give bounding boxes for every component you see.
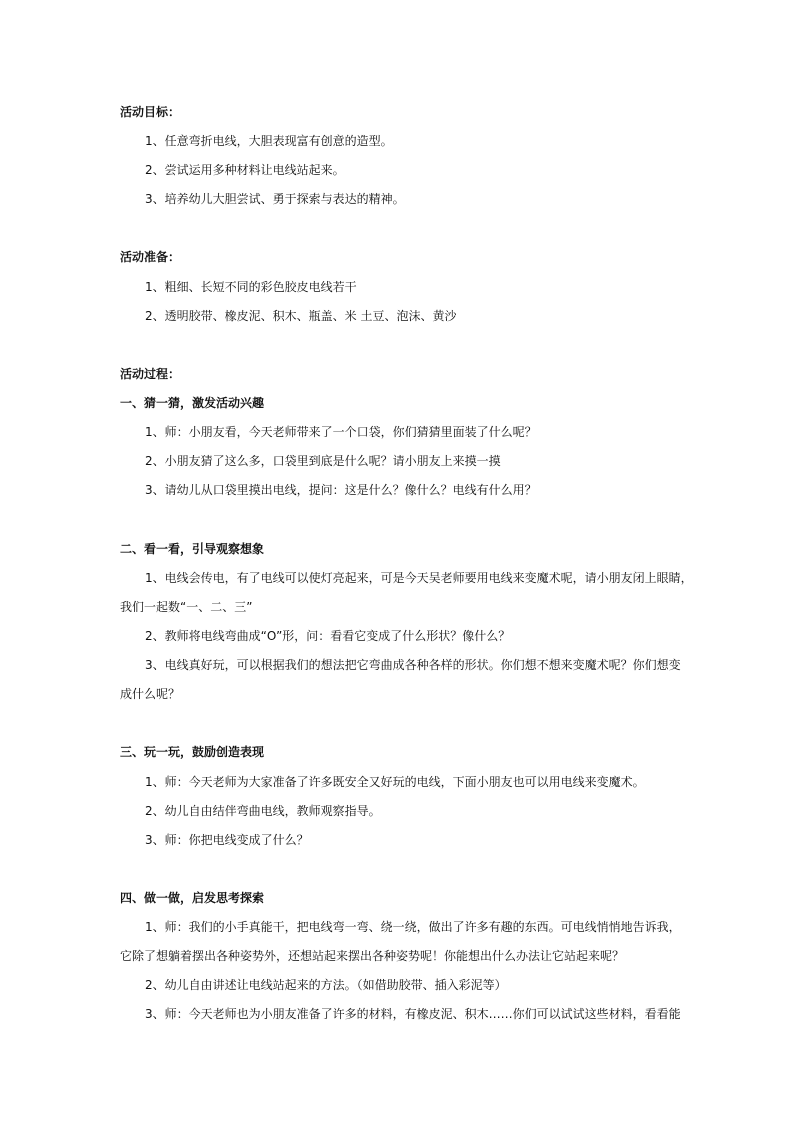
section-2-item-3-cont: 成什么呢？ bbox=[120, 687, 181, 701]
section-2-item-1: 1、电线会传电，有了电线可以使灯亮起来，可是今天吴老师要用电线来变魔术呢，请小朋友闭上眼睛， bbox=[145, 571, 693, 585]
process-heading: 活动过程： bbox=[120, 367, 181, 381]
goals-heading: 活动目标： bbox=[120, 105, 181, 119]
prep-heading: 活动准备： bbox=[120, 250, 181, 264]
section-2-item-1-cont: 我们一起数“一、二、三” bbox=[120, 600, 253, 614]
prep-item-1: 1、粗细、长短不同的彩色胶皮电线若干 bbox=[145, 280, 357, 294]
section-3-item-2: 2、幼儿自由结伴弯曲电线，教师观察指导。 bbox=[145, 804, 381, 818]
section-2-title: 二、看一看，引导观察想象 bbox=[120, 542, 265, 556]
section-4-item-1-cont: 它除了想躺着摆出各种姿势外，还想站起来摆出各种姿势呢！你能想出什么办法让它站起来呢？ bbox=[120, 949, 625, 963]
section-4-item-1: 1、师：我们的小手真能干，把电线弯一弯、绕一绕，做出了许多有趣的东西。可电线悄悄地告诉我， bbox=[145, 920, 681, 934]
section-3-item-3: 3、师：你把电线变成了什么？ bbox=[145, 833, 309, 847]
goal-item-3: 3、培养幼儿大胆尝试、勇于探索与表达的精神。 bbox=[145, 192, 405, 206]
section-4-item-2: 2、幼儿自由讲述让电线站起来的方法。（如借助胶带、插入彩泥等） bbox=[145, 978, 507, 992]
section-1-item-2: 2、小朋友猜了这么多，口袋里到底是什么呢？请小朋友上来摸一摸 bbox=[145, 454, 501, 468]
section-4-item-3: 3、师：今天老师也为小朋友准备了许多的材料，有橡皮泥、积木……你们可以试试这些材料，看看能 bbox=[145, 1007, 681, 1021]
section-1-item-3: 3、请幼儿从口袋里摸出电线，提问：这是什么？像什么？电线有什么用？ bbox=[145, 483, 537, 497]
section-4-title: 四、做一做，启发思考探索 bbox=[120, 891, 265, 905]
section-2-item-2: 2、教师将电线弯曲成“O”形，问：看看它变成了什么形状？像什么？ bbox=[145, 629, 511, 643]
section-2-item-3: 3、电线真好玩，可以根据我们的想法把它弯曲成各种各样的形状。你们想不想来变魔术呢？你们想变 bbox=[145, 658, 681, 672]
section-3-item-1: 1、师：今天老师为大家准备了许多既安全又好玩的电线，下面小朋友也可以用电线来变魔术。 bbox=[145, 775, 645, 789]
section-1-title: 一、猜一猜，激发活动兴趣 bbox=[120, 396, 265, 410]
section-1-item-1: 1、师：小朋友看，今天老师带来了一个口袋，你们猜猜里面装了什么呢？ bbox=[145, 425, 537, 439]
section-3-title: 三、玩一玩，鼓励创造表现 bbox=[120, 745, 265, 759]
goal-item-1: 1、任意弯折电线，大胆表现富有创意的造型。 bbox=[145, 134, 393, 148]
prep-item-2: 2、透明胶带、橡皮泥、积木、瓶盖、米 土豆、泡沫、黄沙 bbox=[145, 309, 457, 323]
goal-item-2: 2、尝试运用多种材料让电线站起来。 bbox=[145, 163, 345, 177]
